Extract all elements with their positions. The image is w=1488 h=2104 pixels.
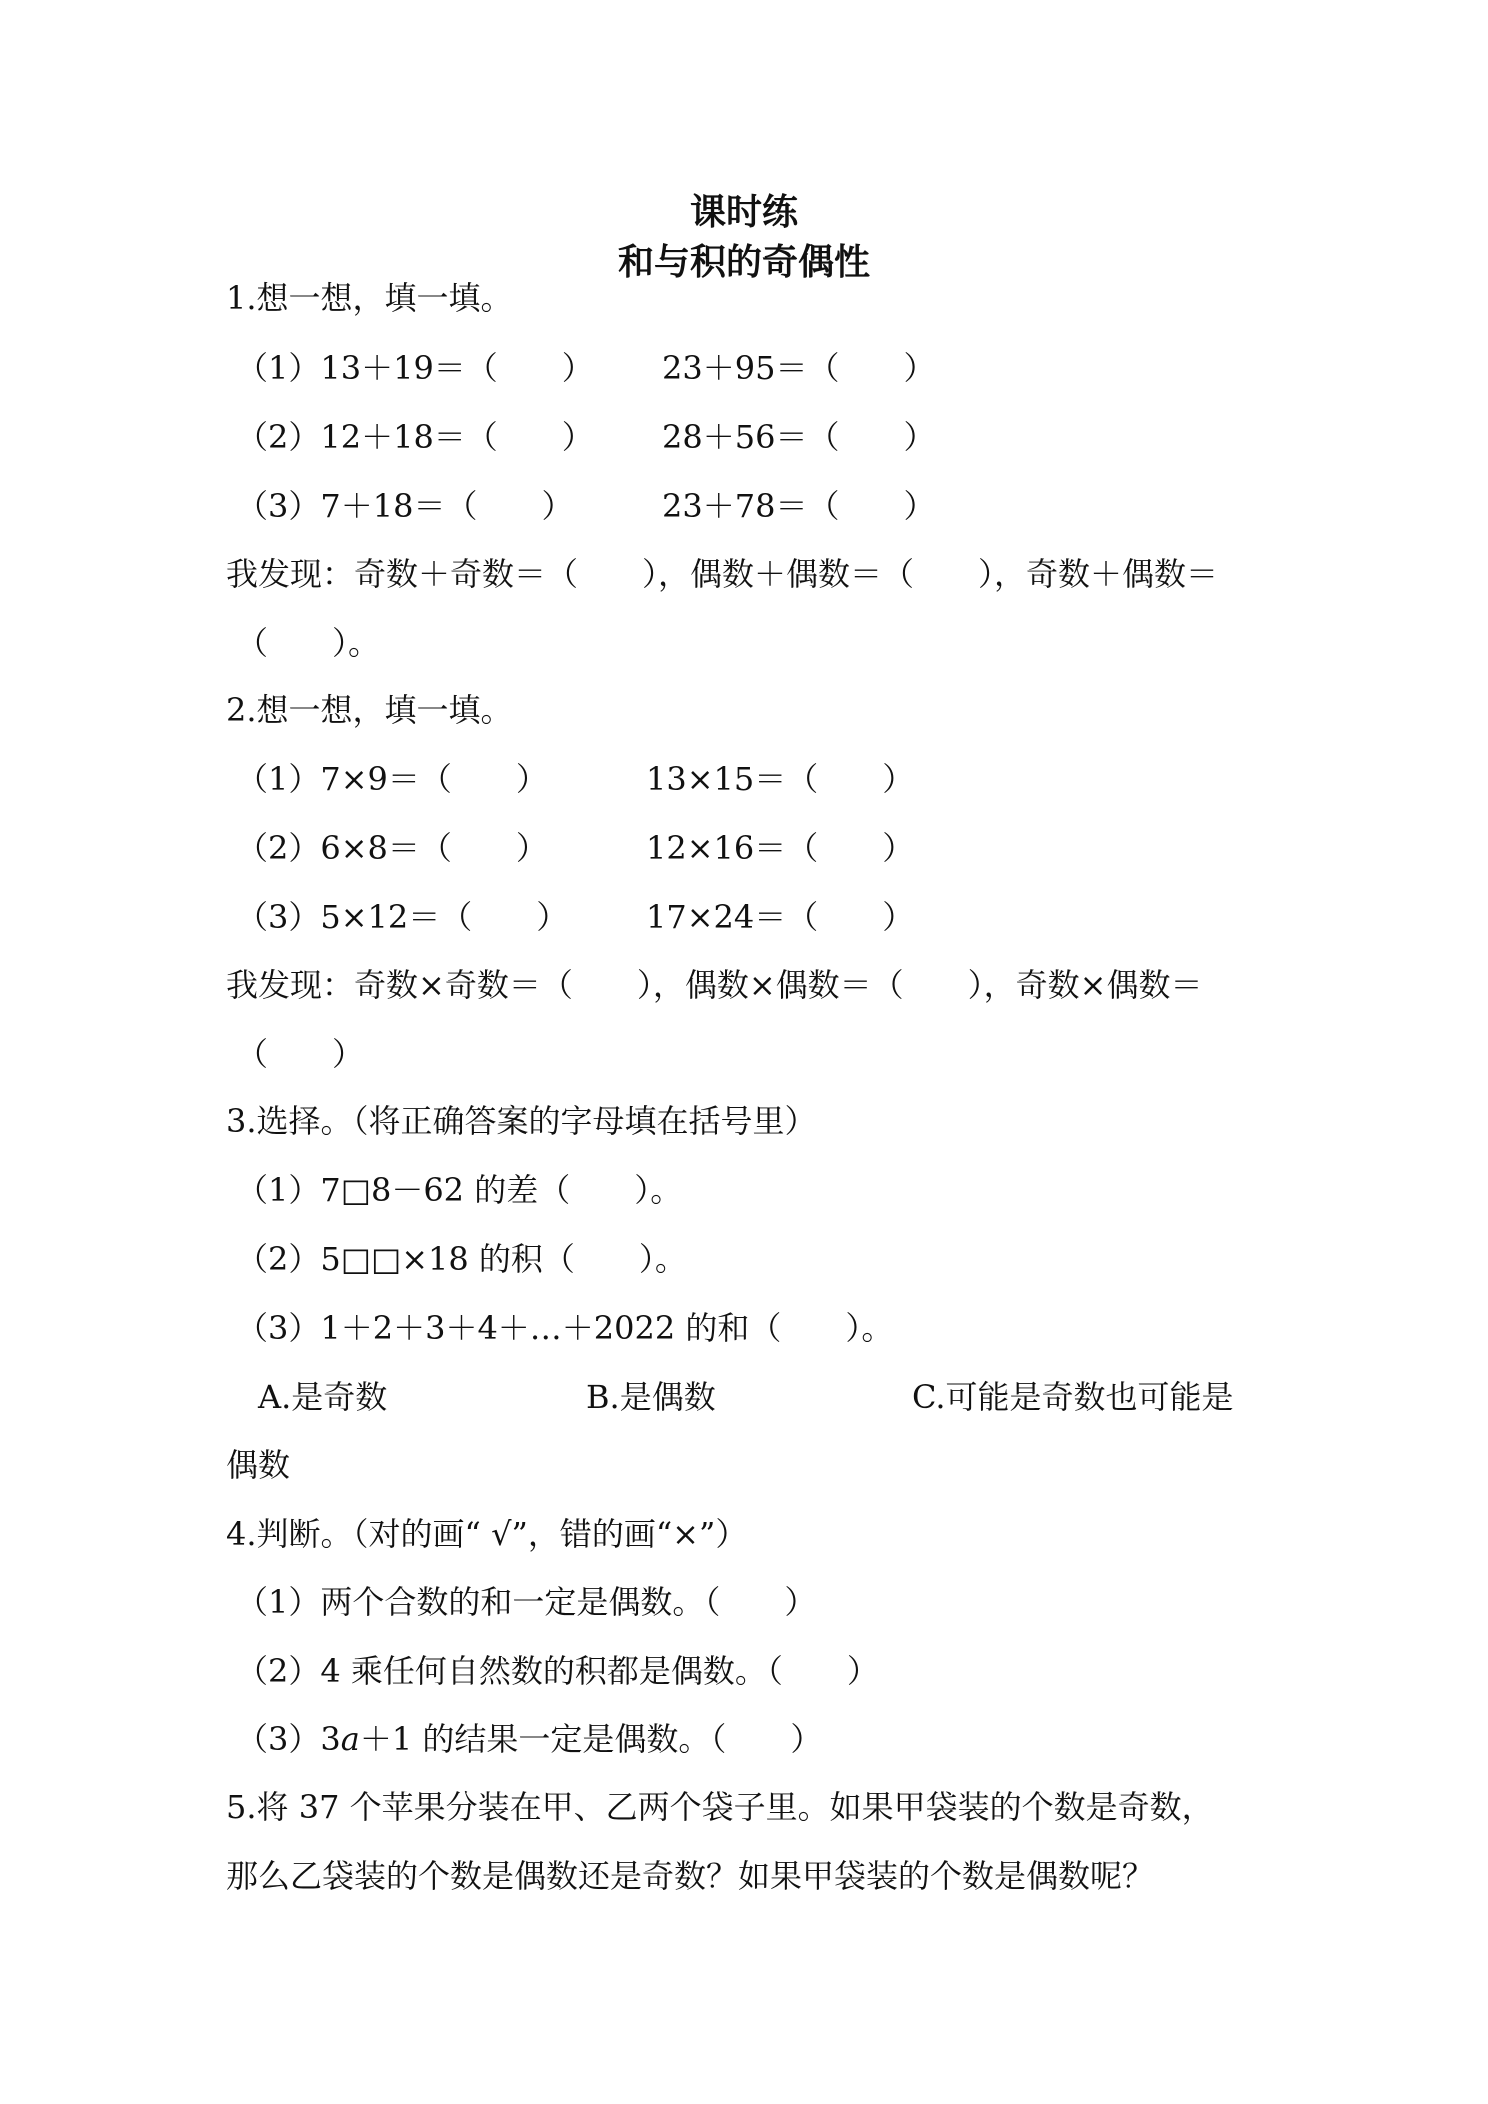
q1-item-1-right: 23＋95＝（ ） [662,349,936,387]
q4-item-3-suffix: ＋1 的结果一定是偶数。（ ） [359,1720,823,1758]
q2-item-2-right: 12×16＝（ ） [646,829,915,867]
q3-heading: 3.选择。（将正确答案的字母填在括号里） [226,1102,817,1140]
q5-line-1: 5.将 37 个苹果分装在甲、乙两个袋子里。如果甲袋装的个数是奇数， [226,1788,1214,1826]
q5-line-2: 那么乙袋装的个数是偶数还是奇数？如果甲袋装的个数是偶数呢？ [226,1857,1155,1895]
q3-option-a: A.是奇数 [258,1378,388,1416]
q2-heading: 2.想一想，填一填。 [226,691,513,729]
q4-item-3 [236,1720,822,1758]
q2-item-3-left: （3）5×12＝（ ） [236,898,569,936]
q1-heading: 1.想一想，填一填。 [226,279,513,317]
q2-item-1-right: 13×15＝（ ） [646,760,915,798]
q1-finding-line-1: 我发现：奇数＋奇数＝（ ），偶数＋偶数＝（ ），奇数＋偶数＝ [226,555,1219,593]
q4-item-3-prefix: （3）3 [236,1720,341,1758]
q2-finding-line-1: 我发现：奇数×奇数＝（ ），偶数×偶数＝（ ），奇数×偶数＝ [226,966,1203,1004]
q4-item-2: （2）4 乘任何自然数的积都是偶数。（ ） [236,1652,879,1690]
q1-item-2-left: （2）12＋18＝（ ） [236,418,594,456]
q3-item-3: （3）1＋2＋3＋4＋…＋2022 的和（ ）。 [236,1309,894,1347]
page-title: 课时练 [689,192,798,233]
q1-finding-line-2: （ ）。 [236,624,381,662]
q1-item-3-right: 23＋78＝（ ） [662,487,936,525]
q2-finding-line-2: （ ） [236,1035,365,1073]
q1-item-1-left: （1）13＋19＝（ ） [236,349,594,387]
q3-option-c-wrap: 偶数 [226,1446,291,1484]
q2-item-3-right: 17×24＝（ ） [646,898,915,936]
q3-item-2: （2）5□□×18 的积（ ）。 [236,1240,687,1278]
q3-item-1: （1）7□8－62 的差（ ）。 [236,1171,683,1209]
q3-option-c: C.可能是奇数也可能是 [912,1378,1234,1416]
q1-item-3-left: （3）7＋18＝（ ） [236,487,574,525]
q2-item-2-left: （2）6×8＝（ ） [236,829,548,867]
page-subtitle: 和与积的奇偶性 [617,242,870,283]
q3-option-b: B.是偶数 [586,1378,716,1416]
q4-item-3-variable: a [340,1720,360,1758]
q2-item-1-left: （1）7×9＝（ ） [236,760,548,798]
q4-item-1: （1）两个合数的和一定是偶数。（ ） [236,1583,817,1621]
q4-heading: 4.判断。（对的画“ √”，错的画“×”） [226,1515,748,1553]
q1-item-2-right: 28＋56＝（ ） [662,418,936,456]
